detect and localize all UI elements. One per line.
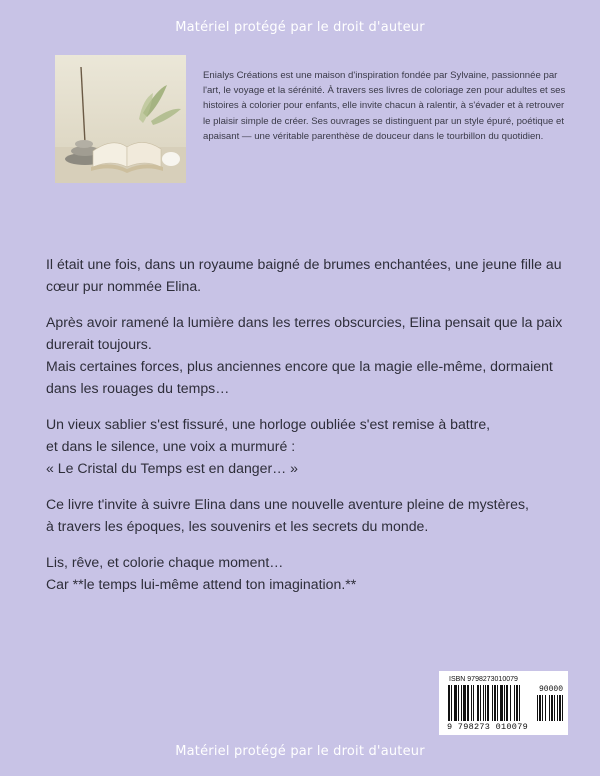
story-line: Après avoir ramené la lumière dans les terres obscurcies, Elina pensait que la paix durerait toujours. (46, 314, 563, 352)
story-line: Un vieux sablier s'est fissuré, une horloge oubliée s'est remise à battre, (46, 416, 491, 432)
story-line: Il était une fois, dans un royaume baigné de brumes enchantées, une jeune fille au cœur pur nommée Elina. (46, 256, 562, 294)
back-cover-story (46, 253, 566, 609)
story-paragraph (46, 253, 566, 297)
isbn-number: ISBN 9798273010079 (449, 676, 518, 683)
story-paragraph (46, 413, 566, 479)
author-photo (55, 55, 186, 183)
book-candle-photo (55, 55, 186, 183)
price-code: 90000 (539, 685, 564, 694)
story-paragraph (46, 493, 566, 537)
story-line: Car **le temps lui-même attend ton imagination.** (46, 576, 357, 592)
story-line: Lis, rêve, et colorie chaque moment… (46, 554, 284, 570)
barcode-digits: 9 798273 010079 (447, 722, 529, 732)
story-paragraph (46, 311, 566, 399)
copyright-watermark-top: Matériel protégé par le droit d'auteur (175, 20, 425, 35)
story-line: à travers les époques, les souvenirs et les secrets du monde. (46, 518, 429, 534)
story-line: « Le Cristal du Temps est en danger… » (46, 460, 299, 476)
copyright-watermark-bottom: Matériel protégé par le droit d'auteur (175, 744, 425, 759)
story-line: et dans le silence, une voix a murmuré : (46, 438, 296, 454)
story-paragraph (46, 551, 566, 595)
author-bio: Enialys Créations est une maison d'inspiration fondée par Sylvaine, passionnée par l'art, le voyage et la sérénité. À travers ses livres de coloriage zen pour adultes et ses histoires à colorier pour enfants, elle invite chacun à ralentir, à s'évader et à retrouver le plaisir simple de créer. Ses ouvrages se distinguent par un style épuré, poétique et apaisant — une véritable parenthèse de douceur dans le tourbillon du quotidien. (203, 70, 566, 142)
story-line: Ce livre t'invite à suivre Elina dans une nouvelle aventure pleine de mystères, (46, 496, 529, 512)
story-line: Mais certaines forces, plus anciennes encore que la magie elle-même, dormaient dans les rouages du temps… (46, 358, 553, 396)
